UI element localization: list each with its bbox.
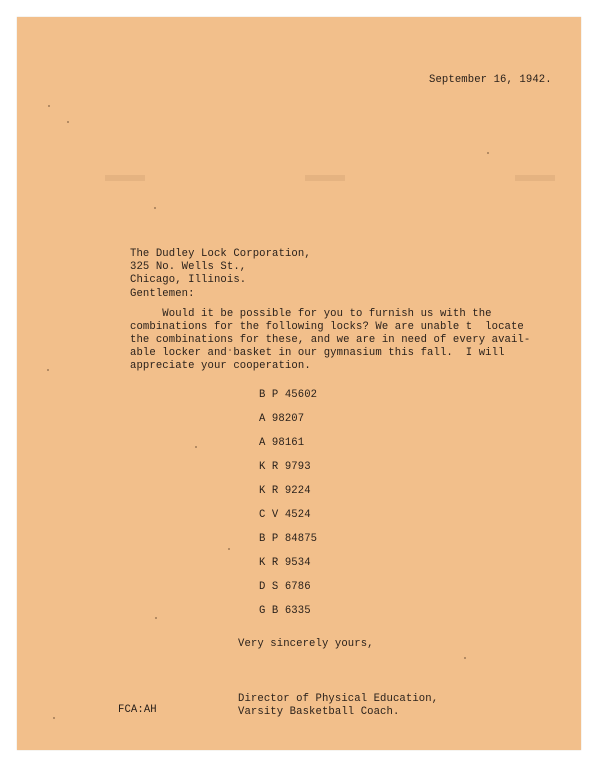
paper-speck xyxy=(53,717,55,719)
paper-speck xyxy=(228,548,230,550)
recipient-line: 325 No. Wells St., xyxy=(130,261,247,273)
paper-speck xyxy=(48,105,50,107)
lock-number: B P 45602 xyxy=(259,389,318,401)
recipient-line: Chicago, Illinois. xyxy=(130,274,247,286)
lock-number: A 98161 xyxy=(259,437,305,449)
lock-number: K R 9793 xyxy=(259,461,311,473)
signature-line: Varsity Basketball Coach. xyxy=(238,706,400,718)
paper-speck xyxy=(47,369,49,371)
lock-number: C V 4524 xyxy=(259,509,311,521)
body-line: able locker and basket in our gymnasium this fall. I will xyxy=(130,347,505,359)
letter-page xyxy=(17,17,581,750)
closing: Very sincerely yours, xyxy=(238,638,374,650)
paper-speck xyxy=(67,121,69,123)
body-line: the combinations for these, and we are in need of every avail- xyxy=(130,334,531,346)
body-line: combinations for the following locks? We are unable t locate xyxy=(130,321,524,333)
lock-number: D S 6786 xyxy=(259,581,311,593)
paper-speck xyxy=(155,617,157,619)
recipient-line: The Dudley Lock Corporation, xyxy=(130,248,311,260)
bleed-through-mark xyxy=(305,175,345,181)
salutation: Gentlemen: xyxy=(130,288,195,300)
lock-number: K R 9534 xyxy=(259,557,311,569)
body-line: Would it be possible for you to furnish us with the xyxy=(130,308,492,320)
signature-line: Director of Physical Education, xyxy=(238,693,439,705)
typist-initials: FCA:AH xyxy=(118,704,157,716)
bleed-through-mark xyxy=(515,175,555,181)
paper-speck xyxy=(195,446,197,448)
paper-speck xyxy=(154,207,156,209)
lock-number: K R 9224 xyxy=(259,485,311,497)
paper-speck xyxy=(464,657,466,659)
letter-date: September 16, 1942. xyxy=(429,74,552,86)
lock-number: A 98207 xyxy=(259,413,305,425)
paper-speck xyxy=(487,152,489,154)
lock-number: B P 84875 xyxy=(259,533,318,545)
body-line: appreciate your cooperation. xyxy=(130,360,311,372)
lock-number: G B 6335 xyxy=(259,605,311,617)
bleed-through-mark xyxy=(105,175,145,181)
